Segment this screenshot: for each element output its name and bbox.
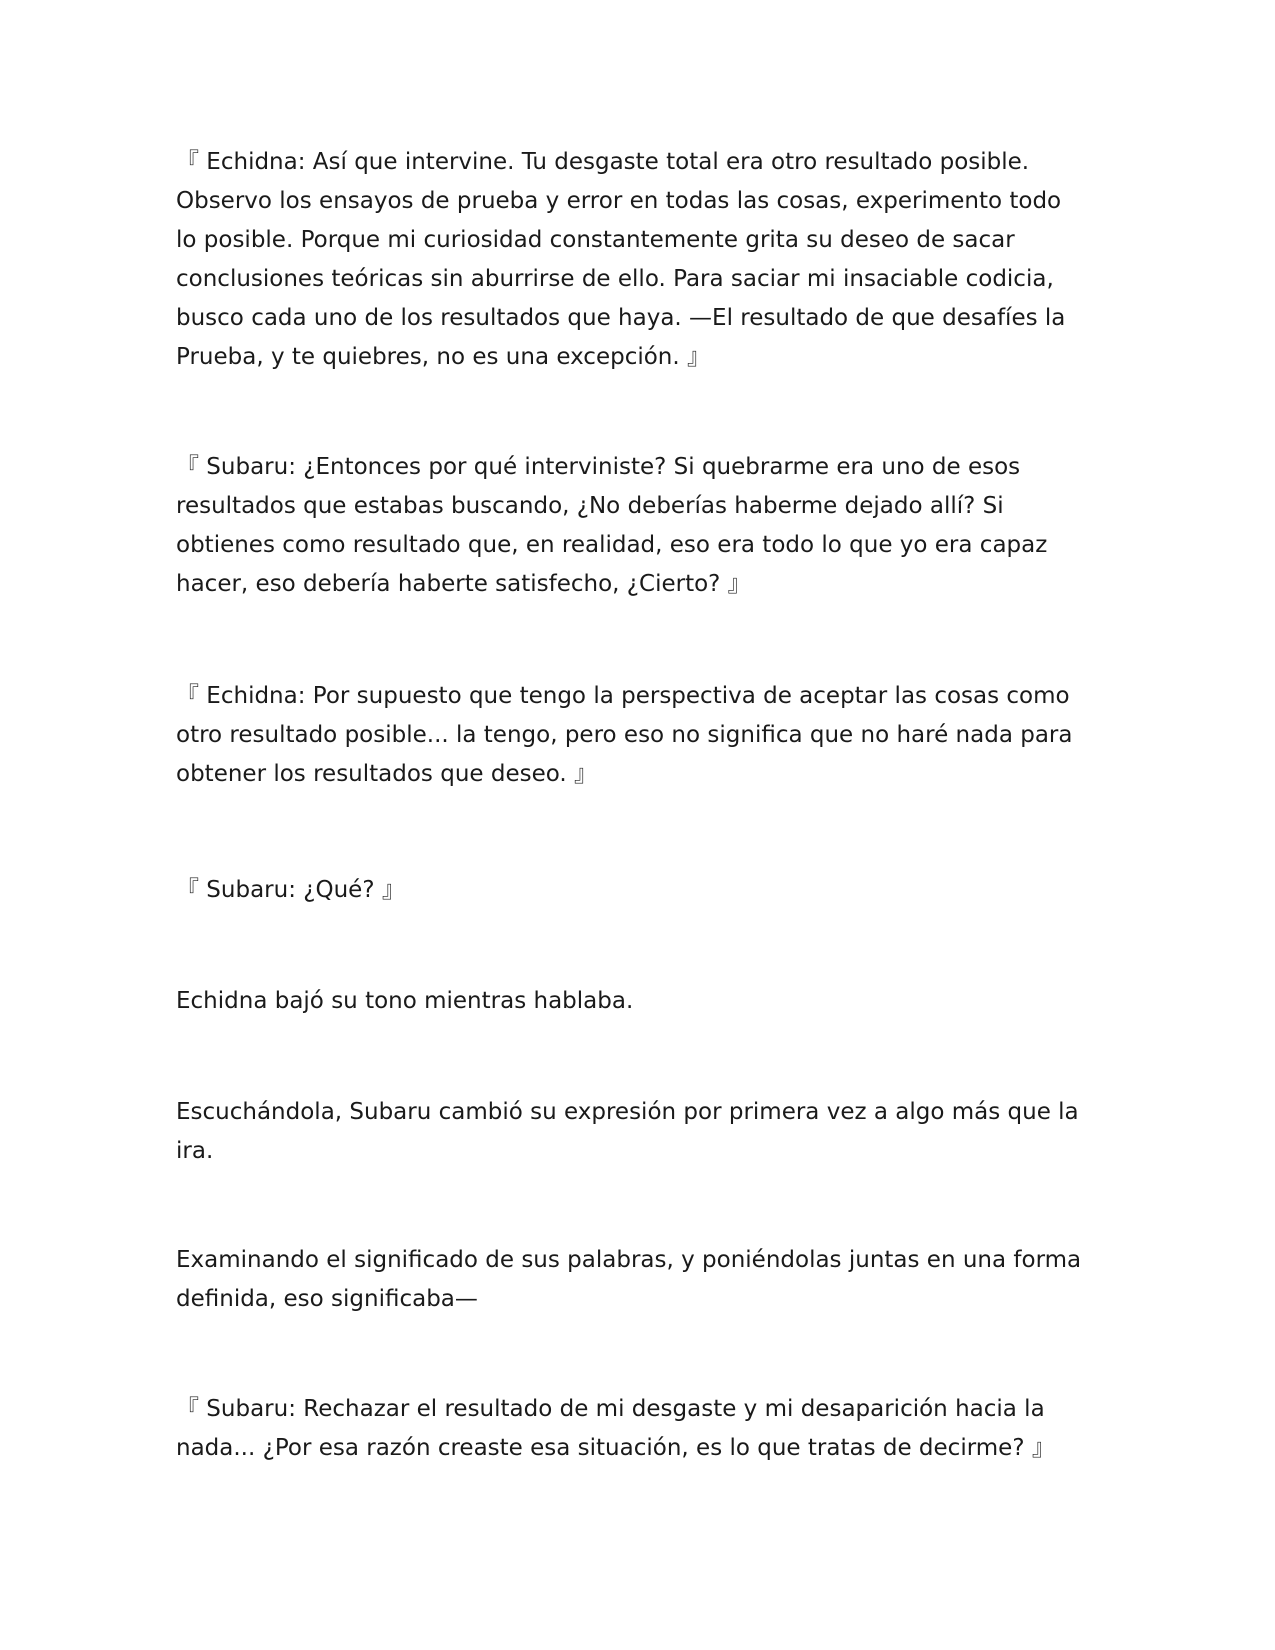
text-line: lo posible. Porque mi curiosidad constantemente grita su deseo de sacar xyxy=(176,227,1015,253)
text-line: obtienes como resultado que, en realidad, eso era todo lo que yo era capaz xyxy=(176,532,1048,558)
text-line: otro resultado posible... la tengo, pero eso no significa que no haré nada para xyxy=(176,722,1073,748)
paragraph-echidna-bajo xyxy=(176,982,1106,1021)
paragraph-subaru-interviniste xyxy=(176,448,1106,604)
text-line: 『 Echidna: Por supuesto que tengo la perspectiva de aceptar las cosas como xyxy=(176,683,1070,709)
paragraph-examinando xyxy=(176,1241,1106,1319)
text-line: 『 Subaru: ¿Qué? 』 xyxy=(176,877,405,903)
text-line: 『 Echidna: Así que intervine. Tu desgaste total era otro resultado posible. xyxy=(176,149,1030,175)
paragraph-subaru-que xyxy=(176,871,1106,910)
paragraph-escuchandola xyxy=(176,1093,1106,1171)
text-line: definida, eso significaba— xyxy=(176,1286,478,1312)
text-line: obtener los resultados que deseo. 』 xyxy=(176,761,598,787)
paragraph-echidna-intervine xyxy=(176,143,1106,377)
text-line: Examinando el significado de sus palabras, y poniéndolas juntas en una forma xyxy=(176,1247,1082,1273)
text-line: nada... ¿Por esa razón creaste esa situación, es lo que tratas de decirme? 』 xyxy=(176,1435,1055,1461)
text-line: Prueba, y te quiebres, no es una excepción. 』 xyxy=(176,344,711,370)
text-line: Observo los ensayos de prueba y error en todas las cosas, experimento todo xyxy=(176,188,1062,214)
text-line: resultados que estabas buscando, ¿No deberías haberme dejado allí? Si xyxy=(176,493,1004,519)
text-line: 『 Subaru: ¿Entonces por qué interviniste? Si quebrarme era uno de esos xyxy=(176,454,1021,480)
paragraph-echidna-por-supuesto xyxy=(176,677,1106,794)
paragraph-subaru-rechazar xyxy=(176,1390,1106,1468)
text-line: conclusiones teóricas sin aburrirse de ello. Para saciar mi insaciable codicia, xyxy=(176,266,1054,292)
text-line: Escuchándola, Subaru cambió su expresión por primera vez a algo más que la xyxy=(176,1099,1079,1125)
text-line: hacer, eso debería haberte satisfecho, ¿Cierto? 』 xyxy=(176,571,751,597)
text-line: Echidna bajó su tono mientras hablaba. xyxy=(176,988,634,1014)
text-line: 『 Subaru: Rechazar el resultado de mi desgaste y mi desaparición hacia la xyxy=(176,1396,1045,1422)
text-line: busco cada uno de los resultados que haya. —El resultado de que desafíes la xyxy=(176,305,1066,331)
text-line: ira. xyxy=(176,1138,214,1164)
